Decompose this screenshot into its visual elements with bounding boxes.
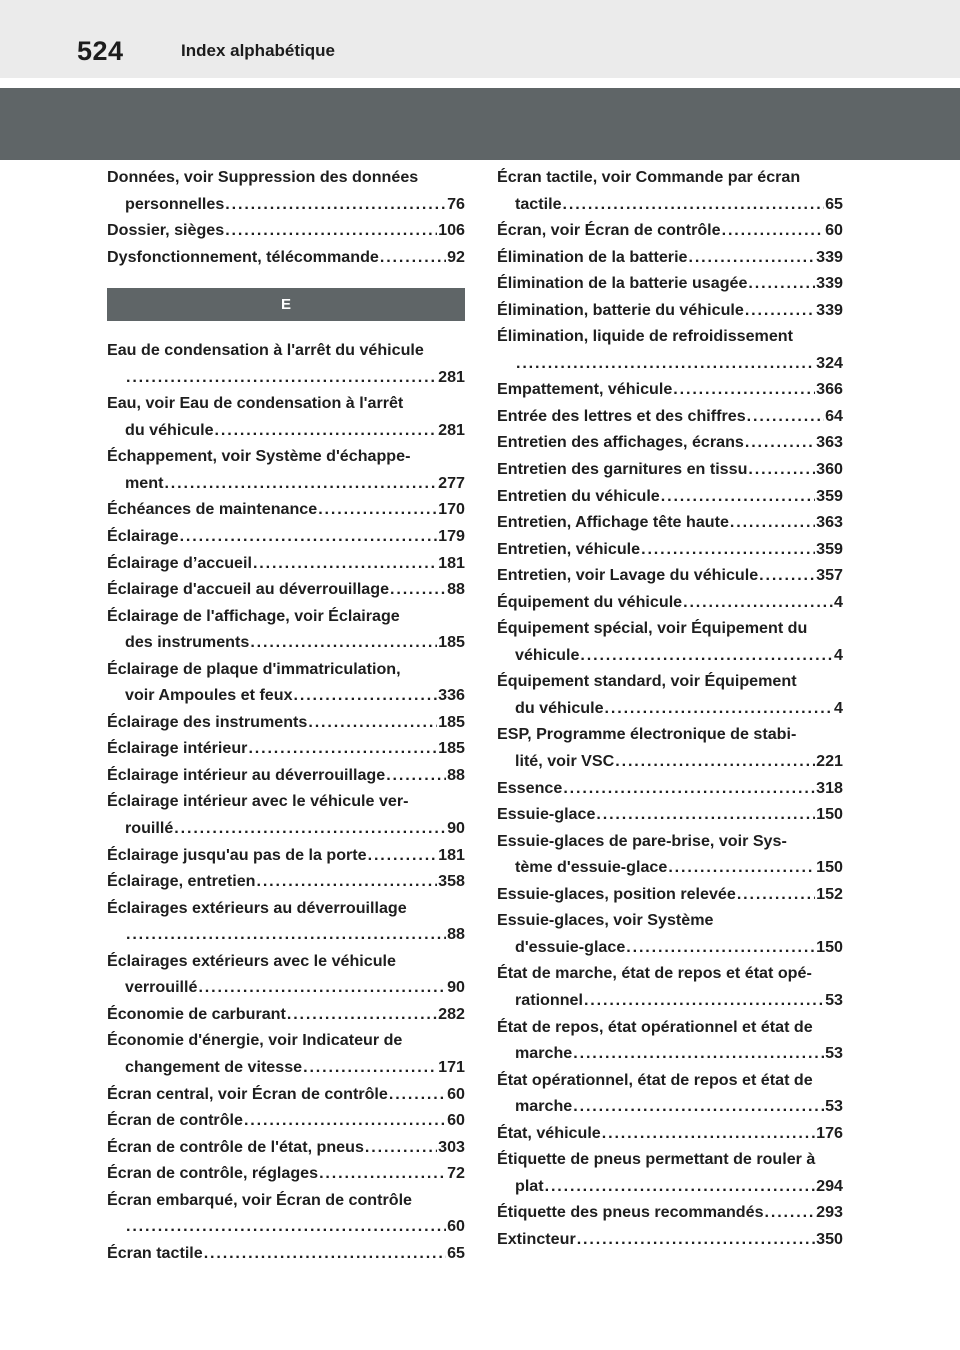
entry-term: Étiquette de pneus permettant de rouler à [497,1150,816,1169]
index-entry [497,1199,843,1226]
entry-term: Éclairage jusqu'au pas de la porte [107,845,367,864]
dot-leader [759,562,815,589]
index-entry [497,589,843,616]
page-number: 524 [77,36,124,66]
index-entries-e-left [107,337,465,1266]
entry-page-number: 277 [438,473,465,492]
entry-page-number: 293 [816,1203,843,1222]
index-entry [107,1134,465,1161]
entry-term: Entretien, voir Lavage du véhicule [497,566,759,585]
entry-term: Eau de condensation à l'arrêt du véhicule [107,341,424,360]
entry-term: Élimination, batterie du véhicule [497,300,744,319]
dot-leader [673,376,815,403]
entry-page-number: 185 [438,633,465,652]
entry-term: Équipement spécial, voir Équipement du [497,619,808,638]
entry-term: ESP, Programme électronique de stabi- [497,725,797,744]
entry-term-continued: rouillé [125,819,174,838]
dot-leader [580,642,833,669]
entry-page-number: 360 [816,460,843,479]
entry-term: Éclairage intérieur avec le véhicule ver- [107,792,409,811]
entry-page-number: 359 [816,539,843,558]
dot-leader [563,775,815,802]
entry-term: Équipement standard, voir Équipement [497,672,797,691]
dot-leader [668,854,815,881]
dot-leader [748,270,815,297]
index-column-right [497,164,843,1252]
entry-term-continued: rationnel [515,990,583,1009]
entry-term-continued: lité, voir VSC [515,752,615,771]
dot-leader [765,1199,816,1226]
dot-leader [748,456,815,483]
section-header-e: E [107,288,465,321]
index-entry [107,656,465,709]
dot-leader [164,470,437,497]
entry-term: Éclairage intérieur au déverrouillage [107,765,386,784]
entry-term: État, véhicule [497,1123,601,1142]
entry-term-continued: verrouillé [125,978,198,997]
index-entry [107,1081,465,1108]
entry-term-continued: d'essuie-glace [515,937,626,956]
dot-leader [180,523,438,550]
index-entry [107,550,465,577]
dot-leader [386,762,446,789]
entry-term: Éclairage de plaque d'immatriculation, [107,659,401,678]
dot-leader [722,217,824,244]
entry-term: Dossier, sièges [107,221,225,240]
index-entry [497,217,843,244]
entry-term: Essence [497,778,563,797]
entry-term: Échéances de maintenance [107,500,318,519]
entry-page-number: 181 [438,553,465,572]
dot-leader [573,1093,824,1120]
entry-term: Dysfonctionnement, télécommande [107,247,379,266]
entry-page-number: 60 [447,1111,465,1130]
dot-leader [319,1160,446,1187]
index-entry [107,390,465,443]
dot-leader [602,1120,815,1147]
entry-term: Entretien du véhicule [497,486,660,505]
index-entry [497,1226,843,1253]
entry-term: Écran tactile, voir Commande par écran [497,168,801,186]
dot-leader [730,509,815,536]
entry-term-continued: véhicule [515,645,580,664]
entry-page-number: 350 [816,1229,843,1248]
entry-page-number: 181 [438,845,465,864]
entry-term: État de marche, état de repos et état opé- [497,964,812,983]
entry-term: Écran de contrôle de l'état, pneus [107,1137,364,1156]
entry-term: Écran de contrôle [107,1111,243,1130]
dot-leader [584,987,824,1014]
index-entry [107,603,465,656]
entry-page-number: 65 [447,1243,465,1262]
entry-term: Éclairage d'accueil au déverrouillage [107,580,390,599]
entry-term: Élimination de la batterie [497,247,688,266]
entry-term: État opérationnel, état de repos et état de [497,1070,813,1089]
entry-page-number: 339 [816,300,843,319]
dot-leader [661,483,815,510]
entry-page-number: 88 [447,925,465,944]
entry-term-continued: du véhicule [125,420,214,439]
entry-term: Éclairage d’accueil [107,553,252,572]
index-entry [497,270,843,297]
entry-page-number: 60 [447,1084,465,1103]
entry-term: Entretien des garnitures en tissu [497,460,748,479]
index-entry [497,801,843,828]
entry-page-number: 90 [447,978,465,997]
entry-term: Éclairages extérieurs avec le véhicule [107,951,396,970]
entry-term: Économie de carburant [107,1004,286,1023]
index-entry [497,429,843,456]
entry-page-number: 90 [447,819,465,838]
entry-term: Entrée des lettres et des chiffres [497,406,746,425]
dot-leader [545,1173,816,1200]
entry-page-number: 150 [816,805,843,824]
dot-leader [390,576,446,603]
dot-leader [516,350,815,377]
index-entry [497,1014,843,1067]
index-entry [497,960,843,1013]
index-entry [107,868,465,895]
dot-leader [605,695,834,722]
index-entry [497,562,843,589]
entry-page-number: 76 [447,194,465,213]
dot-leader [303,1054,437,1081]
dot-leader [256,868,437,895]
entry-term-continued: marche [515,1044,573,1063]
entry-page-number: 363 [816,513,843,532]
index-entry [497,775,843,802]
index-entry [107,842,465,869]
index-entry [107,244,465,271]
entry-page-number: 324 [816,353,843,372]
dot-leader [368,842,438,869]
index-entry [497,323,843,376]
entry-term: Écran central, voir Écran de contrôle [107,1084,388,1103]
entry-term-continued: changement de vitesse [125,1057,303,1076]
entry-page-number: 303 [438,1137,465,1156]
index-entry [497,376,843,403]
entry-term-continued: du véhicule [515,698,604,717]
header-dark-band [0,88,960,160]
dot-leader [126,364,437,391]
dot-leader [683,589,833,616]
entry-page-number: 106 [438,221,465,240]
index-entry [107,1027,465,1080]
entry-page-number: 88 [447,580,465,599]
index-entry [107,762,465,789]
dot-leader [747,403,824,430]
index-entry [497,907,843,960]
entry-page-number: 336 [438,686,465,705]
dot-leader [248,735,437,762]
entry-term: Équipement du véhicule [497,592,683,611]
index-entry [497,721,843,774]
entry-page-number: 60 [825,221,843,240]
entry-term-continued: des instruments [125,633,250,652]
dot-leader [253,550,437,577]
index-entries-e-right [497,164,843,1252]
entry-term-continued: voir Ampoules et feux [125,686,293,705]
index-entry [497,1067,843,1120]
index-entry [107,523,465,550]
entry-page-number: 281 [438,367,465,386]
entry-page-number: 282 [438,1004,465,1023]
index-entry [497,536,843,563]
entry-page-number: 4 [834,698,843,717]
entry-page-number: 339 [816,247,843,266]
dot-leader [577,1226,815,1253]
page-title: Index alphabétique [181,41,335,60]
entry-page-number: 64 [825,406,843,425]
entry-term: Données, voir Suppression des données [107,168,419,186]
index-entry [107,217,465,244]
entry-page-number: 185 [438,712,465,731]
entry-term: Écran tactile [107,1243,203,1262]
index-entry [107,443,465,496]
dot-leader [745,429,815,456]
dot-leader [215,417,438,444]
entry-term-continued: personnelles [125,194,225,213]
dot-leader [689,244,816,271]
entry-term: Éclairage intérieur [107,739,248,758]
index-entry [107,788,465,841]
entry-term: Échappement, voir Système d'échappe- [107,447,411,466]
index-entry [497,164,843,217]
entry-page-number: 185 [438,739,465,758]
entry-term-continued: tème d'essuie-glace [515,858,668,877]
entry-page-number: 150 [816,858,843,877]
entry-page-number: 221 [816,752,843,771]
entry-page-number: 171 [438,1057,465,1076]
index-entry [107,496,465,523]
entry-page-number: 176 [816,1123,843,1142]
entry-term-continued: marche [515,1097,573,1116]
dot-leader [596,801,815,828]
dot-leader [308,709,437,736]
dot-leader [737,881,815,908]
entry-term: Entretien, véhicule [497,539,641,558]
index-entry [497,1146,843,1199]
index-entry [497,297,843,324]
dot-leader [174,815,446,842]
dot-leader [380,244,446,271]
entry-term: Extincteur [497,1229,576,1248]
entry-term: Éclairage [107,527,179,546]
entry-term: Entretien des affichages, écrans [497,433,744,452]
dot-leader [287,1001,437,1028]
entry-page-number: 366 [816,380,843,399]
entry-page-number: 53 [825,990,843,1009]
entry-term: Essuie-glace [497,805,596,824]
entry-page-number: 60 [447,1217,465,1236]
index-entry [497,483,843,510]
entry-term: Entretien, Affichage tête haute [497,513,729,532]
entry-term: Économie d'énergie, voir Indicateur de [107,1031,403,1050]
index-entry [107,1160,465,1187]
dot-leader [250,629,437,656]
dot-leader [389,1081,446,1108]
entry-page-number: 88 [447,765,465,784]
dot-leader [615,748,815,775]
entry-page-number: 150 [816,937,843,956]
dot-leader [294,682,438,709]
entry-page-number: 152 [816,884,843,903]
dot-leader [244,1107,446,1134]
entry-term: Essuie-glaces de pare-brise, voir Sys- [497,831,787,850]
entry-term: Élimination, liquide de refroidissement [497,327,793,346]
index-entry [107,337,465,390]
dot-leader [318,496,437,523]
entry-term: Éclairage des instruments [107,712,308,731]
index-entry [497,615,843,668]
entry-term: Écran, voir Écran de contrôle [497,221,721,240]
entry-page-number: 358 [438,872,465,891]
entry-page-number: 72 [447,1164,465,1183]
entry-term: Eau, voir Eau de condensation à l'arrêt [107,394,404,413]
entry-term: Essuie-glaces, voir Système [497,911,714,930]
entry-page-number: 4 [834,645,843,664]
dot-leader [573,1040,824,1067]
dot-leader [204,1240,446,1267]
dot-leader [126,1213,446,1240]
entry-page-number: 170 [438,500,465,519]
dot-leader [563,191,825,218]
entry-page-number: 4 [834,592,843,611]
dot-leader [641,536,815,563]
entry-term: Élimination de la batterie usagée [497,274,748,293]
entry-term: Éclairage, entretien [107,872,256,891]
entry-page-number: 92 [447,247,465,266]
index-column-left [107,164,465,1266]
index-entry [107,895,465,948]
index-entry [497,1120,843,1147]
entry-term: Éclairages extérieurs au déverrouillage [107,898,407,917]
entry-page-number: 318 [816,778,843,797]
dot-leader [745,297,815,324]
entry-page-number: 357 [816,566,843,585]
entry-term: Écran embarqué, voir Écran de contrôle [107,1190,412,1209]
entry-term: Étiquette des pneus recommandés [497,1203,764,1222]
index-entry [497,456,843,483]
entry-term-continued: ment [125,473,164,492]
entry-page-number: 53 [825,1044,843,1063]
entry-term: Écran de contrôle, réglages [107,1164,319,1183]
entry-term-continued: plat [515,1176,544,1195]
index-entry [497,509,843,536]
index-entry [497,668,843,721]
index-entry [107,1001,465,1028]
entry-page-number: 339 [816,274,843,293]
index-entry [107,1187,465,1240]
entry-term: Éclairage de l'affichage, voir Éclairage [107,606,400,625]
entry-term: Essuie-glaces, position relevée [497,884,736,903]
entry-page-number: 65 [825,194,843,213]
entry-page-number: 281 [438,420,465,439]
entry-term-continued: tactile [515,194,562,213]
index-entry [107,709,465,736]
index-entry [107,576,465,603]
dot-leader [365,1134,437,1161]
index-entry [497,244,843,271]
entry-term: État de repos, état opérationnel et état de [497,1017,813,1036]
dot-leader [225,217,437,244]
index-entry [107,735,465,762]
header-band [0,0,960,78]
index-entry [107,948,465,1001]
index-entry [107,1240,465,1267]
entry-page-number: 53 [825,1097,843,1116]
index-entry [497,403,843,430]
entry-page-number: 179 [438,527,465,546]
entry-term: Empattement, véhicule [497,380,673,399]
index-entry [497,828,843,881]
dot-leader [626,934,815,961]
index-entry [107,164,465,217]
index-entries-d [107,164,465,270]
entry-page-number: 294 [816,1176,843,1195]
dot-leader [225,191,446,218]
entry-page-number: 359 [816,486,843,505]
dot-leader [126,921,446,948]
entry-page-number: 363 [816,433,843,452]
index-entry [107,1107,465,1134]
dot-leader [198,974,446,1001]
index-entry [497,881,843,908]
